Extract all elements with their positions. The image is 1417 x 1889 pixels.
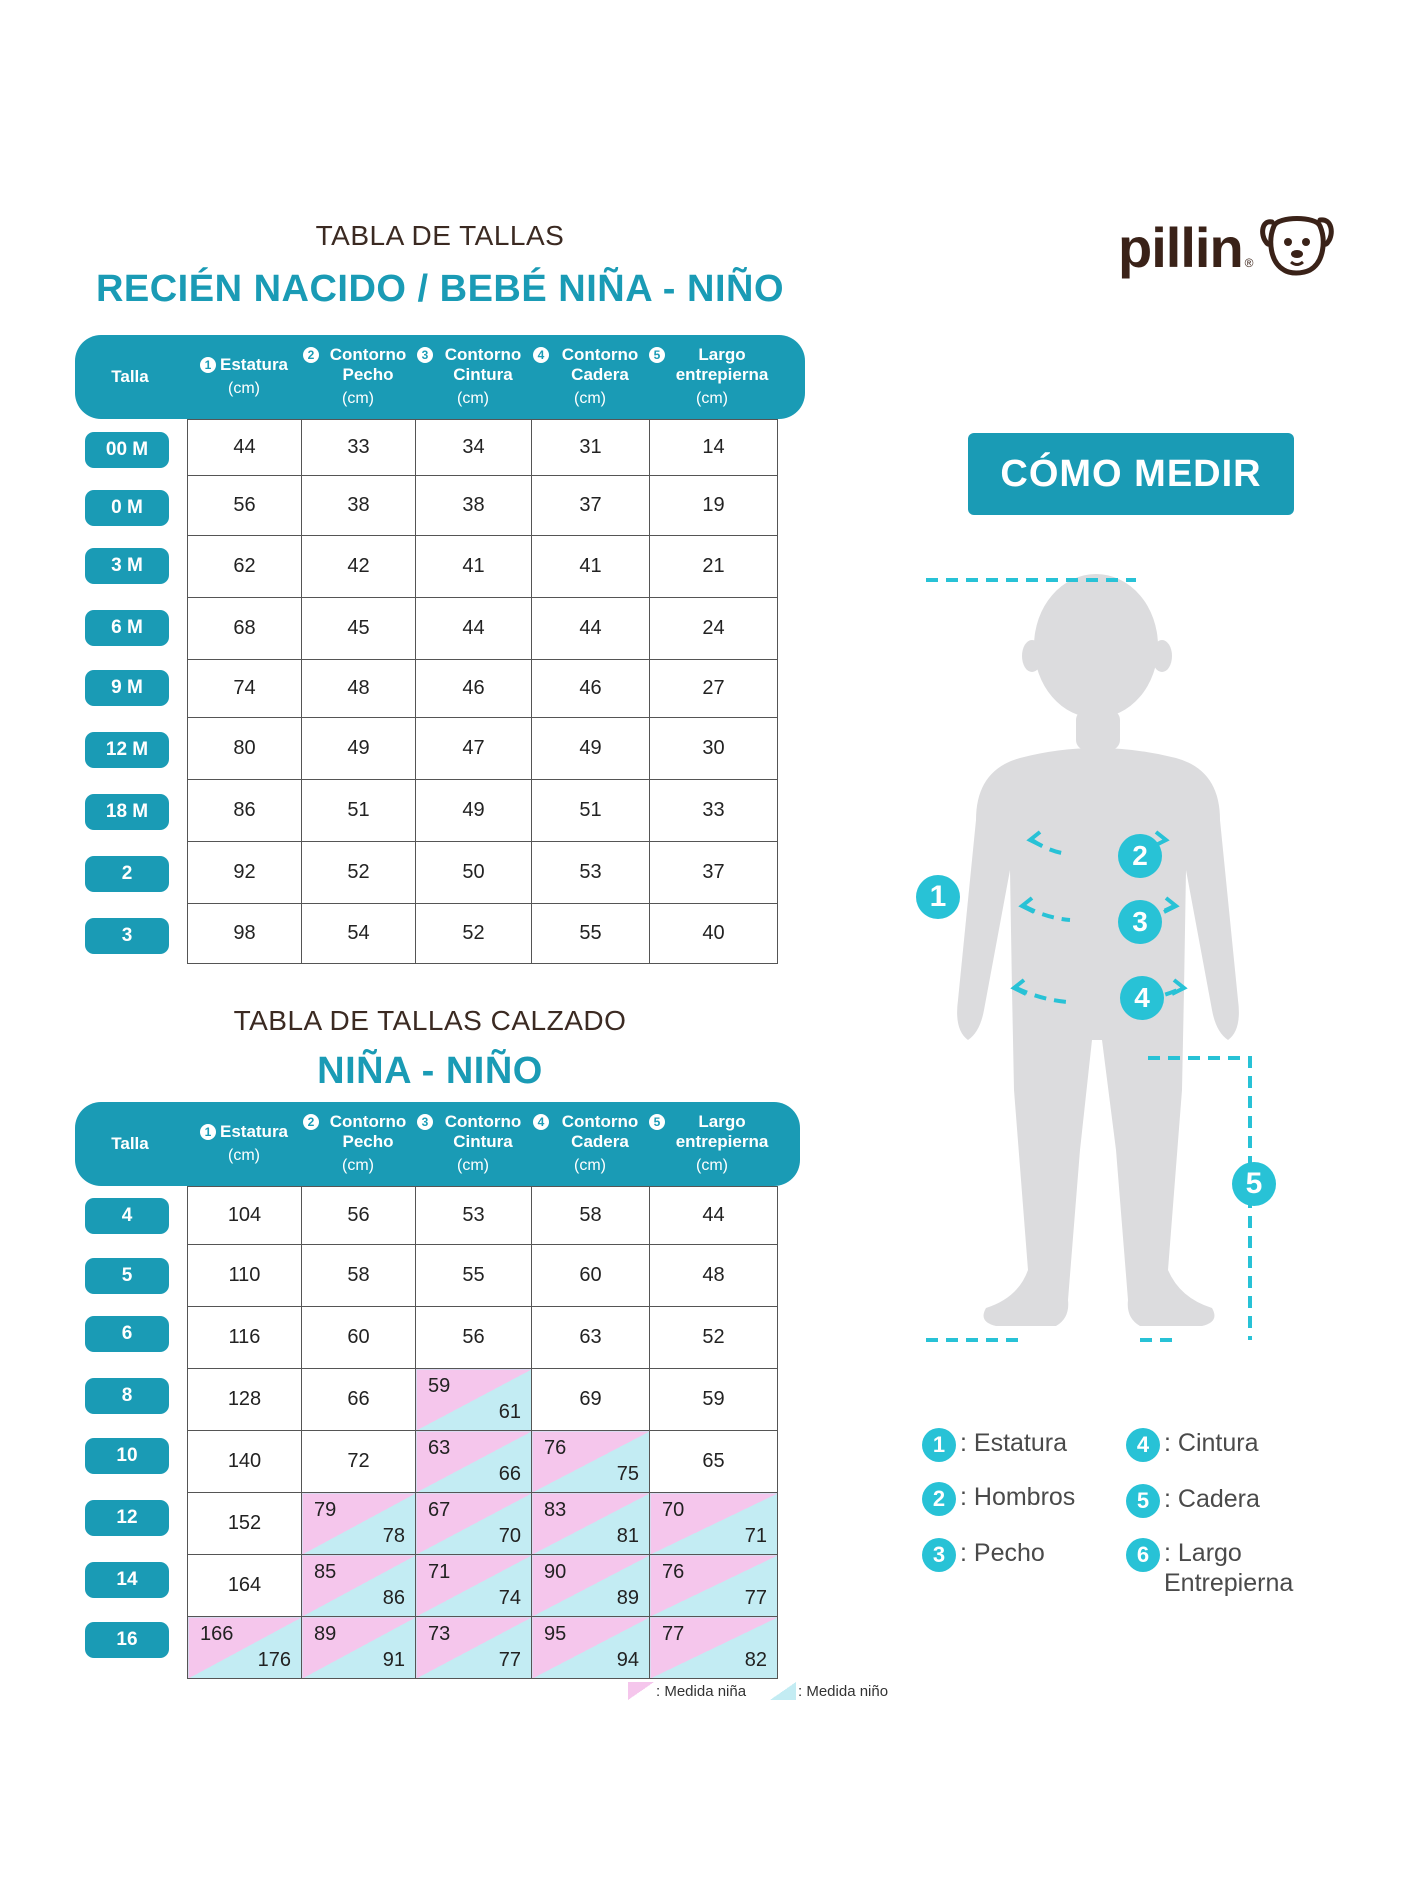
girl-value: 63 — [428, 1437, 451, 1459]
size-pill: 16 — [85, 1622, 169, 1658]
table-cell: 48 — [302, 660, 416, 718]
header-cell — [415, 335, 531, 419]
table-cell: 48 — [650, 1245, 778, 1307]
header-label-group — [417, 345, 529, 385]
size-pill: 8 — [85, 1378, 169, 1414]
size-pill: 4 — [85, 1198, 169, 1234]
table-cell: 152 — [188, 1493, 302, 1555]
table-cell: 58 — [302, 1245, 416, 1307]
header-label-group — [200, 355, 288, 375]
header-label: Contorno Cintura — [444, 345, 522, 384]
table-cell — [302, 1617, 416, 1679]
header-unit: (cm) — [457, 1157, 489, 1174]
table-cell: 140 — [188, 1431, 302, 1493]
header-unit: (cm) — [228, 380, 260, 397]
split-cell — [416, 1493, 531, 1554]
girl-value: 70 — [662, 1499, 685, 1521]
girl-value: 71 — [428, 1561, 451, 1583]
table-cell: 44 — [416, 598, 532, 660]
table-cell: 44 — [650, 1187, 778, 1245]
table-cell: 45 — [302, 598, 416, 660]
header-cell — [187, 1102, 301, 1186]
table-row — [188, 1431, 778, 1493]
legend-label-5: : Cadera — [1164, 1485, 1260, 1513]
table-cell — [416, 1369, 532, 1431]
table-row — [188, 718, 778, 780]
header-cell — [531, 335, 649, 419]
table-cell: 52 — [650, 1307, 778, 1369]
boy-value: 75 — [616, 1463, 639, 1485]
header-label-group — [200, 1122, 288, 1142]
header-unit: (cm) — [696, 1157, 728, 1174]
table-cell: 56 — [416, 1307, 532, 1369]
table-row — [188, 1369, 778, 1431]
table-cell: 80 — [188, 718, 302, 780]
table-cell: 27 — [650, 660, 778, 718]
table-cell: 68 — [188, 598, 302, 660]
header-label: Contorno Pecho — [329, 1112, 407, 1151]
legend-label-3: : Pecho — [960, 1539, 1045, 1567]
boy-value: 77 — [498, 1649, 521, 1671]
header-number-badge: 2 — [303, 1114, 319, 1130]
table-row — [188, 420, 778, 476]
boy-value: 82 — [744, 1649, 767, 1671]
size-pill: 14 — [85, 1562, 169, 1598]
header-label: Talla — [111, 1134, 149, 1153]
girl-value: 90 — [544, 1561, 567, 1583]
legend-label-4: : Cintura — [1164, 1429, 1259, 1457]
table-cell: 41 — [416, 536, 532, 598]
table-cell: 40 — [650, 904, 778, 964]
split-cell — [532, 1431, 649, 1492]
header-cell — [187, 335, 301, 419]
table-cell — [302, 1555, 416, 1617]
table-cell — [416, 1555, 532, 1617]
size-pill: 0 M — [85, 490, 169, 526]
table-cell: 30 — [650, 718, 778, 780]
header-number-badge: 1 — [200, 1124, 216, 1140]
table-row — [188, 1617, 778, 1679]
table-cell: 51 — [302, 780, 416, 842]
split-cell — [416, 1555, 531, 1616]
table-cell — [650, 1493, 778, 1555]
legend-marker-2: 2 — [922, 1482, 956, 1516]
boy-value: 70 — [498, 1525, 521, 1547]
table-cell: 37 — [650, 842, 778, 904]
split-cell — [188, 1617, 301, 1678]
header-label: Contorno Pecho — [329, 345, 407, 384]
split-cell — [416, 1617, 531, 1678]
header-unit: (cm) — [696, 390, 728, 407]
table-cell: 110 — [188, 1245, 302, 1307]
header-label-group — [649, 345, 775, 385]
girl-value: 85 — [314, 1561, 337, 1583]
figure-marker-1: 1 — [916, 875, 960, 919]
figure-marker-2: 2 — [1118, 834, 1162, 878]
legend-label-2: : Hombros — [960, 1483, 1076, 1511]
figure-marker-4: 4 — [1120, 976, 1164, 1020]
table-cell: 116 — [188, 1307, 302, 1369]
table-cell: 52 — [302, 842, 416, 904]
table2-title-large: NIÑA - NIÑO — [317, 1050, 543, 1092]
size-pill: 18 M — [85, 794, 169, 830]
boy-value: 78 — [382, 1525, 405, 1547]
header-label-group — [533, 345, 647, 385]
header-unit: (cm) — [457, 390, 489, 407]
table-cell: 19 — [650, 476, 778, 536]
boy-value: 81 — [616, 1525, 639, 1547]
table-cell — [416, 1493, 532, 1555]
header-cell — [301, 335, 415, 419]
girl-value: 73 — [428, 1623, 451, 1645]
header-label-group — [111, 367, 148, 387]
table-cell: 66 — [302, 1369, 416, 1431]
split-cell — [416, 1431, 531, 1492]
header-unit: (cm) — [342, 1157, 374, 1174]
table-cell: 55 — [416, 1245, 532, 1307]
header-cell — [531, 1102, 649, 1186]
header-label: Contorno Cintura — [444, 1112, 522, 1151]
table-row — [188, 1493, 778, 1555]
header-label-group — [533, 1112, 647, 1152]
size-pill: 2 — [85, 856, 169, 892]
girl-value: 76 — [544, 1437, 567, 1459]
girl-value: 79 — [314, 1499, 337, 1521]
table-cell: 63 — [532, 1307, 650, 1369]
header-label: Estatura — [219, 355, 289, 374]
split-cell — [302, 1617, 415, 1678]
girl-value: 59 — [428, 1375, 451, 1397]
measure-legend-5 — [1126, 1484, 1260, 1518]
header-cell — [75, 335, 185, 419]
header-number-badge: 4 — [533, 347, 549, 363]
child-silhouette-figure — [920, 570, 1280, 1350]
header-cell — [647, 335, 777, 419]
header-cell — [75, 1102, 185, 1186]
table-row — [188, 476, 778, 536]
table-cell: 98 — [188, 904, 302, 964]
boy-value: 61 — [498, 1401, 521, 1423]
table-cell: 53 — [532, 842, 650, 904]
header-label-group — [649, 1112, 775, 1152]
table-cell: 58 — [532, 1187, 650, 1245]
figure-marker-3: 3 — [1118, 900, 1162, 944]
boy-value: 86 — [382, 1587, 405, 1609]
table-cell: 33 — [650, 780, 778, 842]
header-number-badge: 3 — [417, 347, 433, 363]
split-cell — [650, 1555, 777, 1616]
table-cell: 74 — [188, 660, 302, 718]
how-to-measure-button[interactable]: CÓMO MEDIR — [968, 433, 1294, 515]
boy-legend-label: : Medida niño — [798, 1682, 889, 1700]
table-cell: 34 — [416, 420, 532, 476]
header-label: Largo entrepierna — [675, 345, 769, 384]
girl-value: 83 — [544, 1499, 567, 1521]
legend-label-1: : Estatura — [960, 1429, 1067, 1457]
table-cell: 69 — [532, 1369, 650, 1431]
size-pill: 5 — [85, 1258, 169, 1294]
size-pill: 6 — [85, 1316, 169, 1352]
legend-marker-3: 3 — [922, 1538, 956, 1572]
table-cell: 44 — [532, 598, 650, 660]
table-cell — [650, 1617, 778, 1679]
table-cell: 24 — [650, 598, 778, 660]
table-cell: 37 — [532, 476, 650, 536]
table-cell: 54 — [302, 904, 416, 964]
table-row — [188, 904, 778, 964]
split-cell — [532, 1555, 649, 1616]
table-cell — [532, 1493, 650, 1555]
header-label: Estatura — [219, 1122, 289, 1141]
table-cell: 65 — [650, 1431, 778, 1493]
table-cell: 104 — [188, 1187, 302, 1245]
figure-marker-5: 5 — [1232, 1162, 1276, 1206]
boy-value: 94 — [616, 1649, 639, 1671]
split-cell — [302, 1555, 415, 1616]
table-cell: 86 — [188, 780, 302, 842]
table-cell: 56 — [188, 476, 302, 536]
size-pill: 6 M — [85, 610, 169, 646]
size-pill: 3 — [85, 918, 169, 954]
header-number-badge: 5 — [649, 1114, 665, 1130]
header-cell — [301, 1102, 415, 1186]
table-cell — [416, 1617, 532, 1679]
legend-marker-5: 5 — [1126, 1484, 1160, 1518]
size-pill: 00 M — [85, 432, 169, 468]
boy-legend — [770, 1682, 888, 1700]
table-cell: 164 — [188, 1555, 302, 1617]
table-row — [188, 536, 778, 598]
measure-legend-6 — [1126, 1538, 1293, 1598]
table-cell — [532, 1555, 650, 1617]
table-cell: 52 — [416, 904, 532, 964]
header-label: Talla — [111, 367, 149, 386]
boy-swatch-icon — [770, 1682, 796, 1700]
table-cell: 47 — [416, 718, 532, 780]
table2-title-small: TABLA DE TALLAS CALZADO — [233, 1005, 627, 1036]
header-label-group — [417, 1112, 529, 1152]
boy-value: 74 — [498, 1587, 521, 1609]
table-cell: 60 — [302, 1307, 416, 1369]
header-unit: (cm) — [228, 1147, 260, 1164]
table-row — [188, 1555, 778, 1617]
table1-title-small: TABLA DE TALLAS — [315, 220, 565, 251]
table-cell: 31 — [532, 420, 650, 476]
table-cell: 55 — [532, 904, 650, 964]
girl-value: 76 — [662, 1561, 685, 1583]
table-cell — [188, 1617, 302, 1679]
table-cell: 46 — [532, 660, 650, 718]
table-cell: 53 — [416, 1187, 532, 1245]
girl-legend — [628, 1682, 746, 1700]
table-row — [188, 780, 778, 842]
girl-value: 95 — [544, 1623, 567, 1645]
child-silhouette-icon — [957, 574, 1239, 1326]
header-unit: (cm) — [574, 1157, 606, 1174]
header-label-group — [303, 345, 413, 385]
table-cell: 59 — [650, 1369, 778, 1431]
table-cell: 49 — [532, 718, 650, 780]
boy-value: 89 — [616, 1587, 639, 1609]
table-cell — [532, 1617, 650, 1679]
table-cell: 92 — [188, 842, 302, 904]
header-unit: (cm) — [342, 390, 374, 407]
measure-legend-1 — [922, 1428, 1067, 1462]
header-unit: (cm) — [574, 390, 606, 407]
boy-value: 66 — [498, 1463, 521, 1485]
header-number-badge: 4 — [533, 1114, 549, 1130]
table-cell: 50 — [416, 842, 532, 904]
girl-value: 89 — [314, 1623, 337, 1645]
header-label: Contorno Cadera — [561, 345, 639, 384]
brand-logo — [1118, 212, 1336, 279]
table-row — [188, 1245, 778, 1307]
table-cell: 42 — [302, 536, 416, 598]
table-cell: 60 — [532, 1245, 650, 1307]
table-cell: 51 — [532, 780, 650, 842]
split-cell — [650, 1617, 777, 1678]
header-number-badge: 2 — [303, 347, 319, 363]
table-cell — [532, 1431, 650, 1493]
split-cell — [650, 1493, 777, 1554]
table-cell: 72 — [302, 1431, 416, 1493]
size-pill: 12 M — [85, 732, 169, 768]
table-cell — [416, 1431, 532, 1493]
measure-legend-3 — [922, 1538, 1045, 1572]
table-cell — [302, 1493, 416, 1555]
boy-value: 71 — [744, 1525, 767, 1547]
table2-header — [75, 1102, 800, 1186]
table-cell: 44 — [188, 420, 302, 476]
table-cell: 46 — [416, 660, 532, 718]
split-cell — [532, 1617, 649, 1678]
measure-legend-2 — [922, 1482, 1075, 1516]
table2-grid — [187, 1186, 778, 1679]
table-cell: 33 — [302, 420, 416, 476]
table-cell: 38 — [302, 476, 416, 536]
table-cell: 38 — [416, 476, 532, 536]
legend-marker-1: 1 — [922, 1428, 956, 1462]
dog-logo-icon — [1258, 212, 1336, 276]
girl-value: 166 — [200, 1623, 234, 1645]
boy-value: 91 — [382, 1649, 405, 1671]
table-row — [188, 1307, 778, 1369]
header-label: Largo entrepierna — [675, 1112, 769, 1151]
header-label-group — [303, 1112, 413, 1152]
table-cell: 49 — [416, 780, 532, 842]
header-label-group — [111, 1134, 148, 1154]
table1-title-large: RECIÉN NACIDO / BEBÉ NIÑA - NIÑO — [95, 268, 785, 310]
girl-value: 67 — [428, 1499, 451, 1521]
table-row — [188, 1187, 778, 1245]
girl-legend-label: : Medida niña — [656, 1682, 747, 1700]
size-pill: 12 — [85, 1500, 169, 1536]
header-cell — [415, 1102, 531, 1186]
girl-value: 77 — [662, 1623, 685, 1645]
legend-marker-6: 6 — [1126, 1538, 1160, 1572]
header-number-badge: 1 — [200, 357, 216, 373]
size-pill: 10 — [85, 1438, 169, 1474]
table-cell: 62 — [188, 536, 302, 598]
boy-value: 176 — [257, 1649, 291, 1671]
table-cell: 128 — [188, 1369, 302, 1431]
brand-registered: ® — [1244, 256, 1254, 270]
table-row — [188, 842, 778, 904]
split-cell — [302, 1493, 415, 1554]
table1-grid — [187, 419, 778, 964]
girl-swatch-icon — [628, 1682, 654, 1700]
split-cell — [532, 1493, 649, 1554]
table-cell: 49 — [302, 718, 416, 780]
measure-legend-4 — [1126, 1428, 1258, 1462]
boy-value: 77 — [744, 1587, 767, 1609]
table-cell: 56 — [302, 1187, 416, 1245]
table-cell: 14 — [650, 420, 778, 476]
table-cell: 21 — [650, 536, 778, 598]
header-label: Contorno Cadera — [561, 1112, 639, 1151]
table-cell: 41 — [532, 536, 650, 598]
header-number-badge: 5 — [649, 347, 665, 363]
table-row — [188, 598, 778, 660]
brand-name: pillin — [1118, 216, 1243, 279]
table1-header — [75, 335, 805, 419]
header-number-badge: 3 — [417, 1114, 433, 1130]
legend-marker-4: 4 — [1126, 1428, 1160, 1462]
table-cell — [650, 1555, 778, 1617]
split-cell — [416, 1369, 531, 1430]
size-pill: 3 M — [85, 548, 169, 584]
legend-label-6: : Largo Entrepierna — [1164, 1539, 1294, 1597]
header-cell — [647, 1102, 777, 1186]
table-row — [188, 660, 778, 718]
size-pill: 9 M — [85, 670, 169, 706]
